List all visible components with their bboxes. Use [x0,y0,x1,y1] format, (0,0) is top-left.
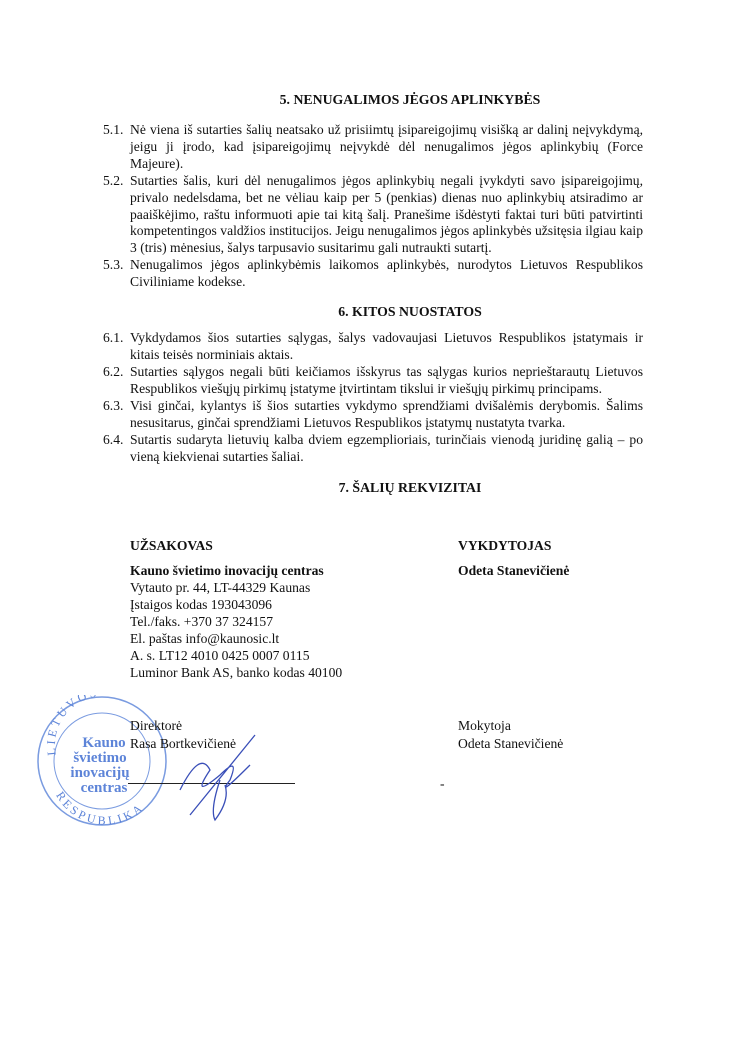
stamp-bottom-text: RESPUBLIKA [53,788,148,828]
customer-email: El. paštas info@kaunosic.lt [130,631,280,646]
customer-position: Direktorė [130,718,183,733]
section-7-title: 7. ŠALIŲ REKVIZITAI [338,480,482,495]
clause-number: 5.1. [103,122,124,137]
stamp [34,695,174,840]
customer-code: Įstaigos kodas 193043096 [130,597,272,612]
contractor-signer: Odeta Stanevičienė [458,736,564,751]
contractor-signature-dash: - [440,776,445,791]
clause-text: Nenugalimos jėgos aplinkybėmis laikomos aplinkybės, nurodytos Lietuvos Respublikos Civiliniame kodekse. [130,257,643,289]
clause-number: 6.2. [103,364,124,379]
clause-6-3 [103,398,643,432]
clause-text: Sutarties sąlygos negali būti keičiamos išskyrus tas sąlygas kurios neprieštarautų Lietuvos Respublikos viešųjų pirkimų įstatyme įtvirtintam tikslui ir viešųjų pirkimų principams. [130,364,643,396]
section-5-title: 5. NENUGALIMOS JĖGOS APLINKYBĖS [279,92,541,107]
customer-account: A. s. LT12 4010 0425 0007 0115 [130,648,310,663]
customer-signer: Rasa Bortkevičienė [130,736,237,751]
customer-label: UŽSAKOVAS [130,538,213,553]
customer-bank: Luminor Bank AS, banko kodas 40100 [130,665,343,680]
clause-6-4 [103,432,643,466]
clause-number: 6.4. [103,432,124,447]
clause-6-2 [103,364,643,398]
customer-phone: Tel./faks. +370 37 324157 [130,614,274,629]
clause-5-3 [103,257,643,291]
customer-address: Vytauto pr. 44, LT-44329 Kaunas [130,580,311,595]
stamp-line-1: Kauno [82,735,126,751]
clause-number: 5.3. [103,257,124,272]
section-6-title: 6. KITOS NUOSTATOS [338,304,482,319]
clause-5-2 [103,173,643,257]
clause-6-1 [103,330,643,364]
stamp-top-text: LIETUVO [43,695,92,757]
clause-text: Vykdydamos šios sutarties sąlygas, šalys vadovaujasi Lietuvos Respublikos įstatymais ir kitais teisės norminiais aktais. [130,330,643,362]
clause-text: Nė viena iš sutarties šalių neatsako už prisiimtų įsipareigojimų visišką ar dalinį neįvykdymą, jeigu ji įrodo, kad įsipareigojimų neįvykdė dėl nenugalimos jėgos aplinkybių (Force Majeure). [130,122,643,171]
clause-5-1 [103,122,643,172]
stamp-line-2: švietimo [73,750,127,766]
clause-number: 6.1. [103,330,124,345]
contractor-name: Odeta Stanevičienė [458,563,570,578]
stamp-line-4: centras [80,780,128,796]
clause-text: Sutartis sudaryta lietuvių kalba dviem egzemplioriais, turinčiais vienodą juridinę galią – po vieną kiekvienai sutarties šaliai. [130,432,643,464]
clause-text: Visi ginčai, kylantys iš šios sutarties vykdymo sprendžiami dvišalėmis derybomis. Šalims nesusitarus, ginčai sprendžiami Lietuvos Respublikos įstatymų nustatyta tvarka. [130,398,643,430]
stamp-line-3: inovacijų [70,765,130,781]
clause-number: 5.2. [103,173,124,188]
clause-number: 6.3. [103,398,124,413]
contractor-position: Mokytoja [458,718,511,733]
clause-text: Sutarties šalis, kuri dėl nenugalimos jėgos aplinkybių negali įvykdyti savo įsipareigojimų, privalo nedelsdama, bet ne vėliau kaip per 5 (penkias) dienas nuo aplinkybių atsiradimo ar paaiškėjimo, raštu informuoti apie tai kitą šalį. Pranešime išdėstyti faktai turi būti patvirtinti kompetentingos valdžios institucijos. Jeigu nenugalimos jėgos aplinkybės užsitęsia ilgiau kaip 3 (tris) mėnesius, šalys tarpusavio susitarimu gali nutraukti sutartį. [130,173,643,256]
customer-name: Kauno švietimo inovacijų centras [130,563,324,578]
signature [160,730,270,825]
contractor-label: VYKDYTOJAS [458,538,552,553]
